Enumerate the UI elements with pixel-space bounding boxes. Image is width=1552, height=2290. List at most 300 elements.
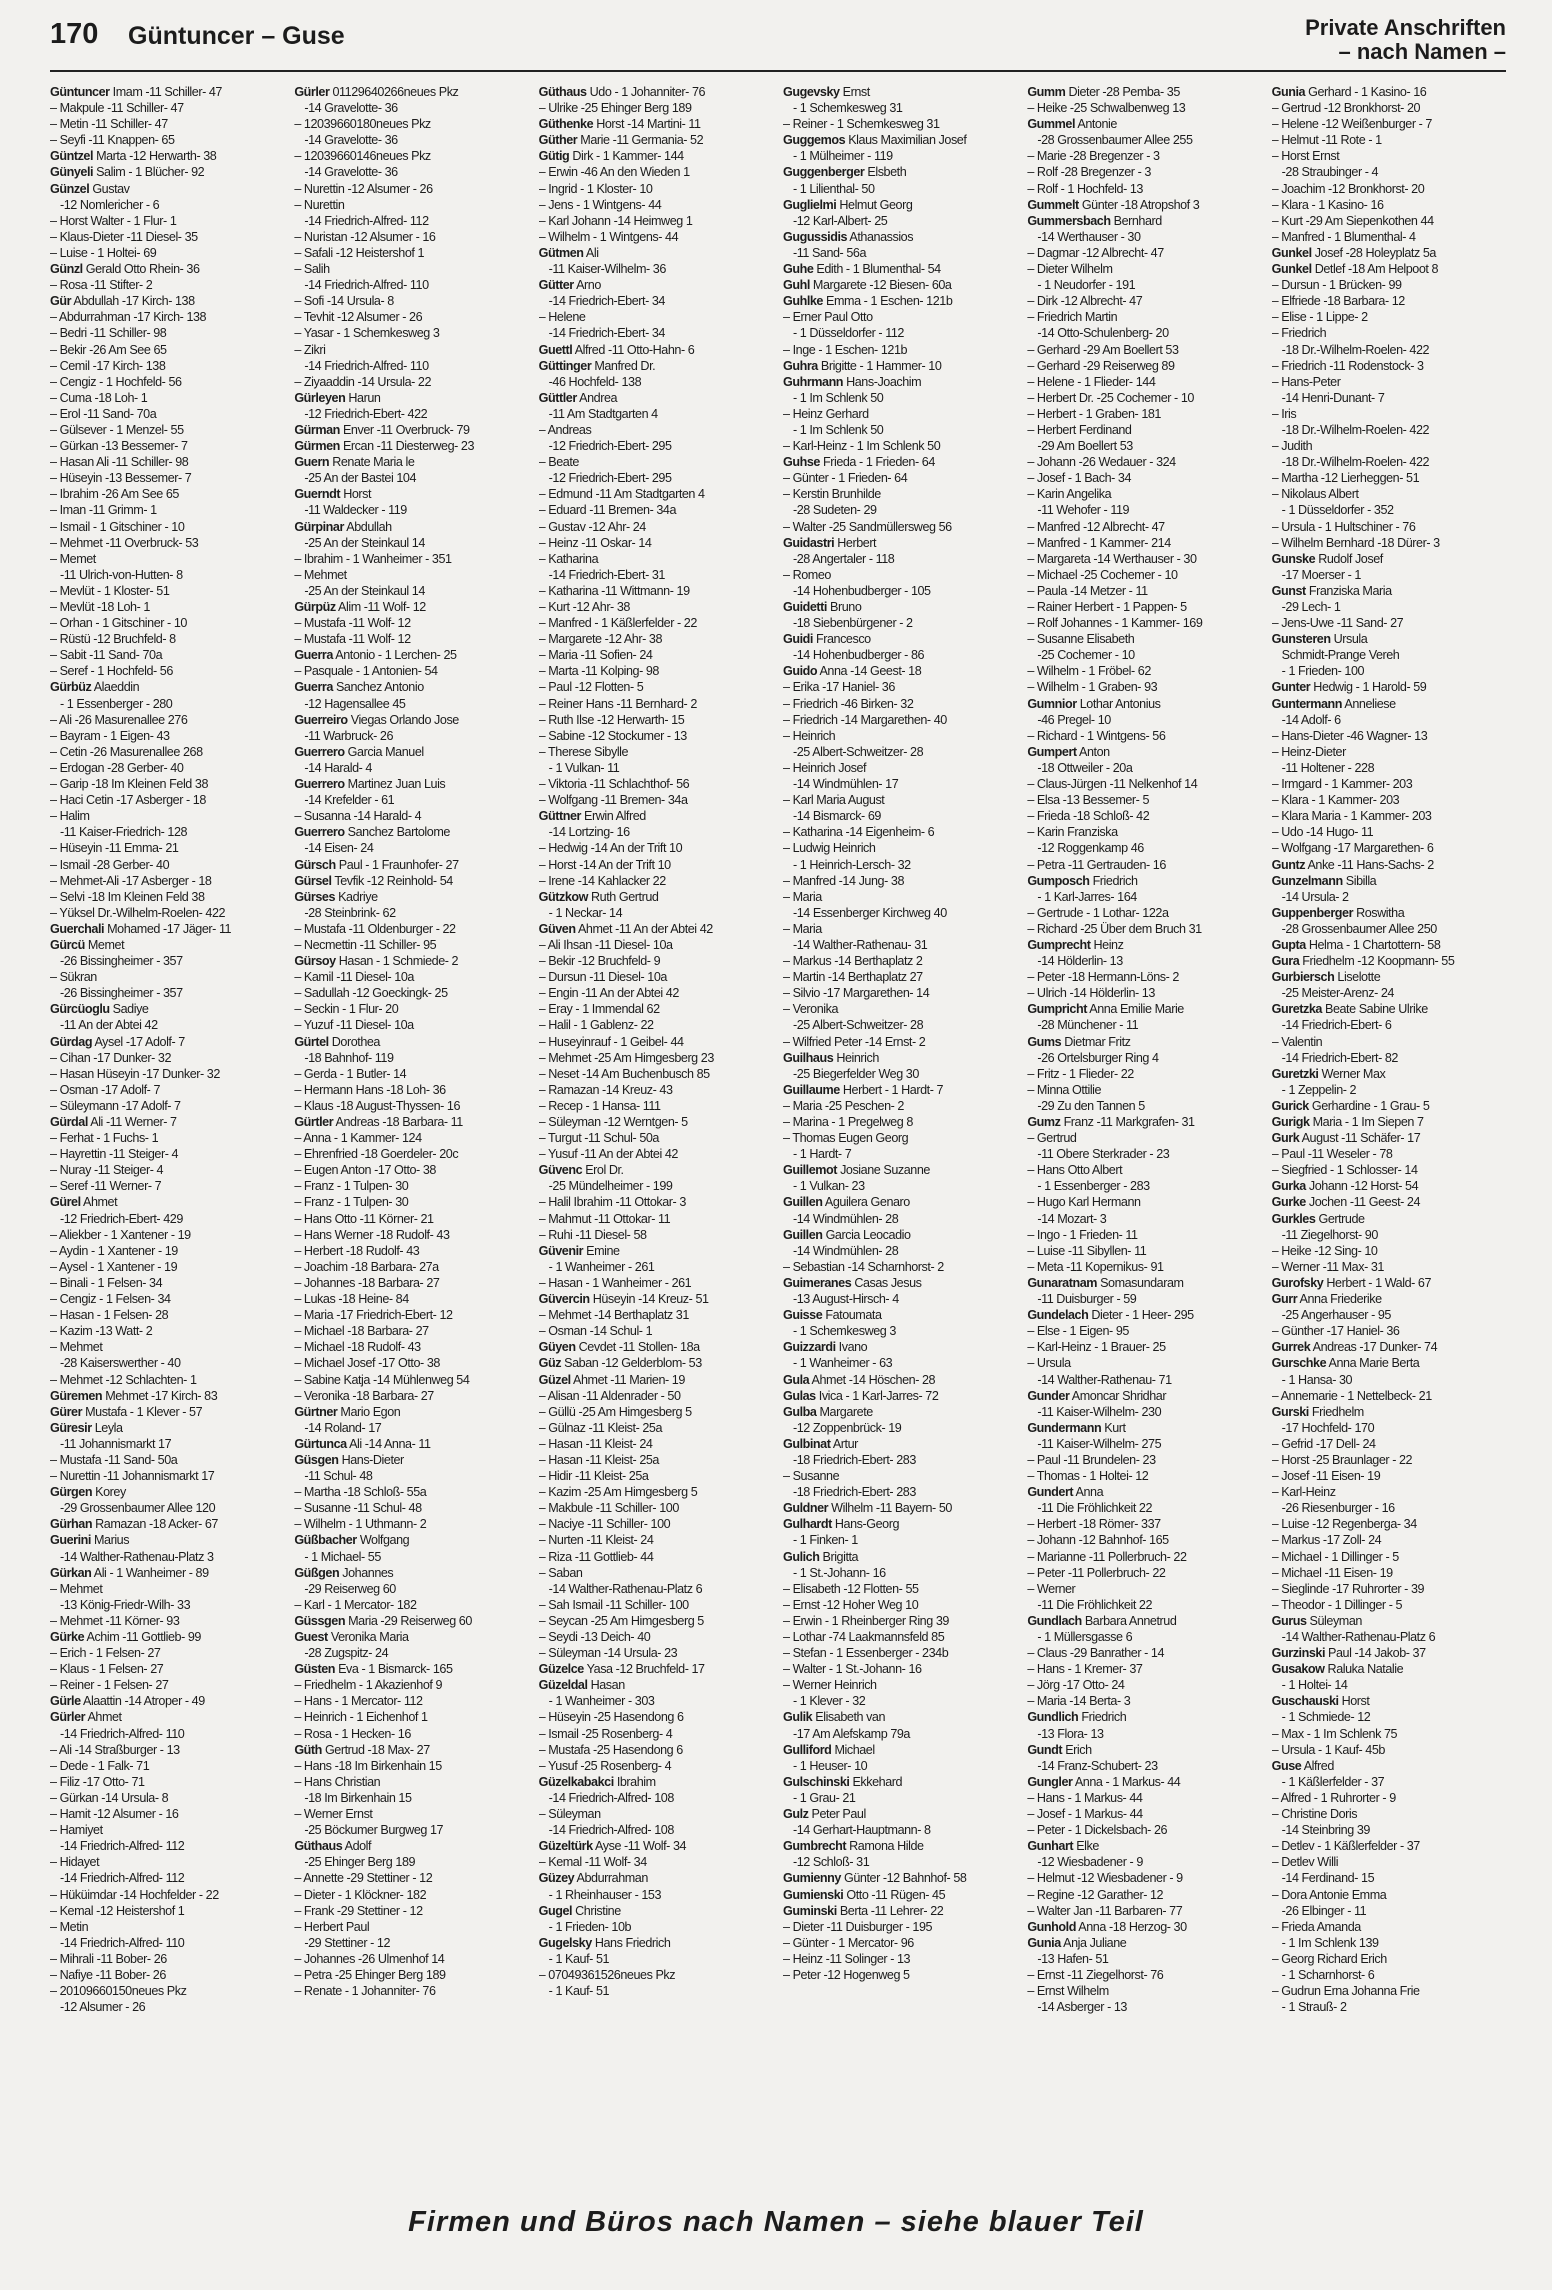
directory-entry: Gunzelmann Sibilla <box>1271 873 1377 888</box>
directory-entry: – Rolf Johannes - 1 Kammer- 169 <box>1027 616 1203 631</box>
directory-entry: – Erner Paul Otto <box>782 310 873 325</box>
directory-entry: Gürpinar Abdullah <box>294 519 392 534</box>
directory-entry: – Renate - 1 Johanniter- 76 <box>294 1984 436 1999</box>
directory-entry: -14 Essenberger Kirchweg 40 <box>792 905 947 920</box>
directory-entry: Gürbüz Alaeddin <box>50 680 140 695</box>
directory-entry: – Günter - 1 Frieden- 64 <box>782 471 908 486</box>
directory-entry: – Aliekber - 1 Xantener - 19 <box>50 1227 191 1242</box>
directory-entry: – Friedrich -11 Rodenstock- 3 <box>1271 358 1424 373</box>
directory-entry: – Hans-Dieter -46 Wagner- 13 <box>1271 728 1428 743</box>
directory-entry: Guerrero Garcia Manuel <box>294 744 424 759</box>
directory-entry: -11 Ziegelhorst- 90 <box>1281 1227 1378 1242</box>
directory-entry: -18 Bahnhof- 119 <box>304 1050 394 1065</box>
directory-entry: – Helene <box>538 310 586 325</box>
directory-entry: – Mahmut -11 Ottokar- 11 <box>538 1211 671 1226</box>
footer-note: Firmen und Büros nach Namen – siehe blauer Teil <box>408 2206 1144 2238</box>
directory-entry: – Süleyman -14 Ursula- 23 <box>538 1646 678 1661</box>
directory-entry: -14 Windmühlen- 17 <box>792 777 899 792</box>
directory-entry: – Klaus - 1 Felsen- 27 <box>50 1662 164 1677</box>
directory-entry: Gürman Enver -11 Overbruck- 79 <box>294 422 470 437</box>
directory-entry: Gundlach Barbara Annetrud <box>1027 1613 1177 1628</box>
directory-entry: – Cemil -17 Kirch- 138 <box>50 358 166 373</box>
directory-entry: Gumnior Lothar Antonius <box>1027 696 1161 711</box>
directory-entry: – Sah Ismail -11 Schiller- 100 <box>538 1597 689 1612</box>
directory-entry: – Ingo - 1 Frieden- 11 <box>1027 1227 1138 1242</box>
directory-entry: Guerreiro Viegas Orlando Jose <box>294 712 459 727</box>
directory-column <box>50 84 284 2174</box>
directory-entry: – Karin Angelika <box>1027 487 1112 502</box>
directory-entry: – Paul -11 Brundelen- 23 <box>1027 1452 1156 1467</box>
directory-entry: - 1 Essenberger - 283 <box>1037 1179 1150 1194</box>
directory-entry: – Katharina -14 Eigenheim- 6 <box>782 825 935 840</box>
directory-entry: – Jens-Uwe -11 Sand- 27 <box>1271 616 1404 631</box>
directory-entry: -11 Johannismarkt 17 <box>60 1436 172 1451</box>
directory-entry: – Frieda Amanda <box>1271 1919 1361 1934</box>
directory-entry: Güzeltürk Ayse -11 Wolf- 34 <box>538 1839 687 1854</box>
directory-entry: – Mustafa -11 Sand- 50a <box>50 1452 178 1467</box>
directory-entry: – Makbule -11 Schiller- 100 <box>538 1501 679 1516</box>
directory-entry: – Therese Sibylle <box>538 744 629 759</box>
directory-entry: -12 Karl-Albert- 25 <box>792 213 888 228</box>
directory-entry: – Ulrike -25 Ehinger Berg 189 <box>538 101 692 116</box>
directory-entry: -14 Friedrich-Alfred- 108 <box>548 1823 674 1838</box>
directory-entry: – Mehmet -11 Körner- 93 <box>50 1613 180 1628</box>
directory-entry: -26 Bissingheimer - 357 <box>60 986 183 1001</box>
directory-entry: – Gürkan -13 Bessemer- 7 <box>50 439 188 454</box>
directory-entry: – Hidayet <box>50 1855 100 1870</box>
directory-entry: – Rolf - 1 Hochfeld- 13 <box>1027 181 1143 196</box>
directory-entry: – Jens - 1 Wintgens- 44 <box>538 197 662 212</box>
directory-entry: – Nuristan -12 Alsumer - 16 <box>294 229 436 244</box>
directory-entry: Gundelach Dieter - 1 Heer- 295 <box>1027 1308 1194 1323</box>
directory-entry: -11 Die Fröhlichkeit 22 <box>1037 1597 1153 1612</box>
directory-entry: – Aysel - 1 Xantener - 19 <box>50 1259 178 1274</box>
directory-entry: -28 Grossenbaumer Allee 250 <box>1281 921 1437 936</box>
page-number: 170 <box>50 18 99 50</box>
directory-entry: – Süleymann -17 Adolf- 7 <box>50 1098 181 1113</box>
directory-entry: Guidi Francesco <box>782 632 871 647</box>
directory-entry: Guhe Edith - 1 Blumenthal- 54 <box>782 262 941 277</box>
directory-entry: – Kazim -13 Watt- 2 <box>50 1324 153 1339</box>
directory-entry: -14 Henri-Dunant- 7 <box>1281 390 1385 405</box>
directory-entry: – Halil Ibrahim -11 Ottokar- 3 <box>538 1195 686 1210</box>
directory-entry: – Herbert Ferdinand <box>1027 422 1132 437</box>
directory-entry: – Reiner Hans -11 Bernhard- 2 <box>538 696 697 711</box>
directory-entry: – Karl Johann -14 Heimweg 1 <box>538 213 693 228</box>
directory-entry: – Susanne <box>782 1469 840 1484</box>
directory-entry: – Bayram - 1 Eigen- 43 <box>50 728 170 743</box>
directory-entry: – Martha -18 Schloß- 55a <box>294 1485 427 1500</box>
directory-entry: – Mustafa -11 Wolf- 12 <box>294 616 411 631</box>
directory-entry: -14 Friedrich-Alfred- 110 <box>304 278 429 293</box>
directory-entry: – Ruhi -11 Diesel- 58 <box>538 1227 647 1242</box>
directory-entry: -11 Am Stadtgarten 4 <box>548 406 658 421</box>
directory-entry: – Ismail -25 Rosenberg- 4 <box>538 1726 673 1741</box>
directory-entry: – Rosa -11 Stifter- 2 <box>50 278 153 293</box>
directory-entry: – Else - 1 Eigen- 95 <box>1027 1324 1129 1339</box>
directory-entry: Gurschke Anna Marie Berta <box>1271 1356 1420 1371</box>
directory-entry: – Helmut -11 Rote - 1 <box>1271 133 1382 148</box>
directory-entry: - 1 Vulkan- 11 <box>548 760 620 775</box>
directory-entry: Gürcü Memet <box>50 937 125 952</box>
directory-entry: – Heinz -11 Oskar- 14 <box>538 535 652 550</box>
directory-entry: – Recep - 1 Hansa- 111 <box>538 1098 661 1113</box>
directory-entry: – Josef - 1 Bach- 34 <box>1027 471 1132 486</box>
directory-entry: – Mehmet -12 Schlachten- 1 <box>50 1372 197 1387</box>
directory-entry: – Gerda - 1 Butler- 14 <box>294 1066 407 1081</box>
directory-entry: Gurigk Maria - 1 Im Siepen 7 <box>1271 1115 1424 1129</box>
directory-entry: Gummersbach Bernhard <box>1027 213 1162 228</box>
directory-entry: -14 Windmühlen- 28 <box>792 1243 899 1258</box>
directory-entry: - 1 Käßlerfelder - 37 <box>1281 1774 1385 1789</box>
directory-entry: - 1 Im Schlenk 50 <box>792 390 884 405</box>
directory-entry: – Michael -18 Rudolf- 43 <box>294 1340 421 1355</box>
directory-column <box>1027 84 1261 2174</box>
directory-entry: – Rainer Herbert - 1 Pappen- 5 <box>1027 600 1187 614</box>
directory-entry: – Heinrich - 1 Eichenhof 1 <box>294 1710 428 1725</box>
directory-entry: -14 Adolf- 6 <box>1281 712 1341 727</box>
directory-entry: -14 Gravelotte- 36 <box>304 133 398 148</box>
directory-entry: – Hüseyin -13 Bessemer- 7 <box>50 471 192 486</box>
directory-entry: -11 Kaiser-Wilhelm- 36 <box>548 262 666 277</box>
directory-entry: – Erdogan -28 Gerber- 40 <box>50 760 184 775</box>
directory-entry: – Detlev - 1 Käßlerfelder - 37 <box>1271 1839 1420 1854</box>
directory-entry: – Reiner - 1 Felsen- 27 <box>50 1678 169 1693</box>
directory-entry: Gurk August -11 Schäfer- 17 <box>1271 1131 1421 1146</box>
directory-entry: – Marta -11 Kolping- 98 <box>538 664 659 679</box>
directory-entry: – Heinrich <box>782 728 836 743</box>
directory-entry: – Günter - 1 Mercator- 96 <box>782 1935 914 1950</box>
directory-entry: -25 Meister-Arenz- 24 <box>1281 986 1394 1001</box>
directory-entry: – Haci Cetin -17 Asberger - 18 <box>50 793 206 808</box>
directory-entry: – Hamit -12 Alsumer - 16 <box>50 1807 179 1822</box>
directory-entry: -11 Ulrich-von-Hutten- 8 <box>60 567 183 582</box>
directory-entry: – Necmettin -11 Schiller- 95 <box>294 937 437 952</box>
directory-entry: - 1 Im Schlenk 50 <box>792 422 884 437</box>
directory-entry: – Nurten -11 Kleist- 24 <box>538 1533 654 1548</box>
directory-entry: -14 Friedrich-Ebert- 34 <box>548 326 665 341</box>
directory-entry: – Metin -11 Schiller- 47 <box>50 117 168 132</box>
directory-entry: -25 An der Bastei 104 <box>304 471 417 486</box>
directory-entry: – Hasan Ali -11 Schiller- 98 <box>50 455 189 470</box>
directory-entry: – Karl - 1 Mercator- 182 <box>294 1597 417 1612</box>
directory-entry: – Ursula - 1 Hultschiner - 76 <box>1271 519 1416 534</box>
directory-entry: -25 An der Steinkaul 14 <box>304 535 425 550</box>
directory-entry: – Hans-Peter <box>1271 374 1341 389</box>
directory-entry: -14 Friedrich-Alfred- 112 <box>304 213 429 228</box>
directory-entry: -28 Zugspitz- 24 <box>304 1646 389 1661</box>
directory-entry: -26 Ortelsburger Ring 4 <box>1037 1050 1159 1065</box>
directory-entry: – Wolfgang -17 Margarethen- 6 <box>1271 841 1434 856</box>
directory-entry: – Susanne Elisabeth <box>1027 632 1135 647</box>
directory-entry: – Katharina <box>538 551 599 566</box>
directory-entry: – Joachim -18 Barbara- 27a <box>294 1259 439 1274</box>
directory-entry: Gurzinski Paul -14 Jakob- 37 <box>1271 1646 1426 1661</box>
directory-entry: Guidetti Bruno <box>782 600 862 614</box>
directory-entry: Gürmen Ercan -11 Diesterweg- 23 <box>294 439 475 454</box>
directory-entry: – Hasan Hüseyin -17 Dunker- 32 <box>50 1066 220 1081</box>
directory-entry: -29 Zu den Tannen 5 <box>1037 1098 1145 1113</box>
directory-entry: - 1 Finken- 1 <box>792 1533 858 1548</box>
directory-entry: Guisse Fatoumata <box>782 1308 882 1323</box>
directory-entry: – Dagmar -12 Albrecht- 47 <box>1027 245 1164 260</box>
directory-entry: – Hugo Karl Hermann <box>1027 1195 1141 1210</box>
directory-entry: – Klaus-Dieter -11 Diesel- 35 <box>50 229 198 244</box>
directory-entry: -26 Bissingheimer - 357 <box>60 954 183 969</box>
directory-entry: -11 Duisburger - 59 <box>1037 1292 1137 1307</box>
directory-entry: – Helmut -12 Wiesbadener - 9 <box>1027 1871 1183 1886</box>
directory-entry: -14 Friedrich-Ebert- 82 <box>1281 1050 1398 1065</box>
directory-entry: – Fritz - 1 Flieder- 22 <box>1027 1066 1134 1081</box>
directory-entry: – Mustafa -25 Hasendong 6 <box>538 1742 683 1757</box>
directory-entry: – Ruth Ilse -12 Herwarth- 15 <box>538 712 685 727</box>
directory-entry: – Markus -17 Zoll- 24 <box>1271 1533 1382 1548</box>
directory-entry: – Klara Maria - 1 Kammer- 203 <box>1271 809 1432 824</box>
directory-entry: – Alisan -11 Aldenrader - 50 <box>538 1388 681 1403</box>
directory-entry: -14 Franz-Schubert- 23 <box>1037 1758 1158 1773</box>
directory-entry: Güzeldal Hasan <box>538 1678 625 1693</box>
directory-entry: – Markus -14 Berthaplatz 2 <box>782 954 923 969</box>
directory-entry: Guldner Wilhelm -11 Bayern- 50 <box>782 1501 952 1516</box>
directory-entry: Gurick Gerhardine - 1 Grau- 5 <box>1271 1098 1430 1113</box>
directory-entry: -28 Straubinger - 4 <box>1281 165 1379 180</box>
directory-entry: – Werner Ernst <box>294 1807 373 1822</box>
directory-entry: -26 Elbinger - 11 <box>1281 1903 1367 1918</box>
directory-entry: -12 Alsumer - 26 <box>60 2000 146 2015</box>
directory-entry: – Friedrich -46 Birken- 32 <box>782 696 914 711</box>
directory-entry: – Ludwig Heinrich <box>782 841 876 856</box>
directory-entry: – Eugen Anton -17 Otto- 38 <box>294 1163 436 1178</box>
directory-entry: Gürsch Paul - 1 Fraunhofer- 27 <box>294 857 459 872</box>
directory-entry: – Anna - 1 Kammer- 124 <box>294 1131 422 1146</box>
directory-entry: -14 Gerhart-Hauptmann- 8 <box>792 1823 931 1838</box>
directory-entry: – Erol -11 Sand- 70a <box>50 406 157 421</box>
directory-entry: Gunder Amoncar Shridhar <box>1027 1388 1167 1403</box>
directory-entry: Gürtler Andreas -18 Barbara- 11 <box>294 1115 463 1129</box>
directory-entry: Güthenke Horst -14 Martini- 11 <box>538 117 701 132</box>
directory-entry: Guizzardi Ivano <box>782 1340 868 1355</box>
directory-entry: – Dieter -11 Duisburger - 195 <box>782 1919 933 1934</box>
directory-entry: Gürleyen Harun <box>294 390 381 405</box>
directory-entry: Güsgen Hans-Dieter <box>294 1452 404 1467</box>
directory-entry: -11 Kaiser-Friedrich- 128 <box>60 825 188 840</box>
directory-entry: – Josef - 1 Markus- 44 <box>1027 1807 1143 1822</box>
directory-entry: Guerchali Mohamed -17 Jäger- 11 <box>50 921 232 936</box>
directory-entry: – Richard - 1 Wintgens- 56 <box>1027 728 1166 743</box>
directory-entry: Guimeranes Casas Jesus <box>782 1275 922 1290</box>
directory-entry: Gurski Friedhelm <box>1271 1404 1364 1419</box>
directory-entry: – Ernst -12 Hoher Weg 10 <box>782 1597 919 1612</box>
directory-entry: – Mustafa -11 Oldenburger - 22 <box>294 921 456 936</box>
directory-entry: Gürler Ahmet <box>50 1710 122 1725</box>
directory-entry: Guggemos Klaus Maximilian Josef <box>782 133 967 148</box>
directory-entry: Guerrero Sanchez Bartolome <box>294 825 450 840</box>
directory-entry: – Frank -29 Stettiner - 12 <box>294 1903 423 1918</box>
directory-entry: – Elfriede -18 Barbara- 12 <box>1271 294 1405 309</box>
directory-entry: – Silvio -17 Margarethen- 14 <box>782 986 930 1001</box>
directory-entry: Gunkel Detlef -18 Am Helpoot 8 <box>1271 262 1439 277</box>
directory-entry: – Veronika -18 Barbara- 27 <box>294 1388 434 1403</box>
directory-entry: – Herbert - 1 Graben- 181 <box>1027 406 1161 421</box>
directory-entry: – Osman -14 Schul- 1 <box>538 1324 653 1339</box>
directory-entry: – Gertrude - 1 Lothar- 122a <box>1027 905 1169 920</box>
directory-entry: – Erwin - 1 Rheinberger Ring 39 <box>782 1613 949 1628</box>
directory-entry: – Güllü -25 Am Himgesberg 5 <box>538 1404 692 1419</box>
directory-entry: – Mevlüt -18 Loh- 1 <box>50 600 150 614</box>
directory-entry: – Luise - 1 Holtei- 69 <box>50 245 157 260</box>
directory-entry: – Maria -11 Sofien- 24 <box>538 648 653 663</box>
directory-entry: - 1 Mülheimer - 119 <box>792 149 893 164</box>
directory-entry: – Bekir -26 Am See 65 <box>50 342 167 357</box>
directory-entry: Guse Alfred <box>1271 1758 1334 1773</box>
directory-entry: – Mihrali -11 Bober- 26 <box>50 1951 167 1966</box>
directory-entry: Schmidt-Prange Vereh <box>1281 648 1400 663</box>
directory-entry: – Heike -12 Sing- 10 <box>1271 1243 1378 1258</box>
directory-entry: -12 Nomlericher - 6 <box>60 197 160 212</box>
directory-entry: – Wilhelm - 1 Fröbel- 62 <box>1027 664 1151 679</box>
directory-entry: – Margarete -12 Ahr- 38 <box>538 632 663 647</box>
directory-entry: – 12039660180neues Pkz <box>294 117 431 132</box>
directory-entry: Güntuncer Imam -11 Schiller- 47 <box>50 85 222 99</box>
directory-entry: -11 Kaiser-Wilhelm- 230 <box>1037 1404 1162 1419</box>
directory-entry: – Luise -11 Sibyllen- 11 <box>1027 1243 1147 1258</box>
directory-entry: - 1 Rheinhauser - 153 <box>548 1887 662 1902</box>
directory-entry: – Dirk -12 Albrecht- 47 <box>1027 294 1143 309</box>
directory-entry: Güz Saban -12 Gelderblom- 53 <box>538 1356 702 1371</box>
directory-entry: – Filiz -17 Otto- 71 <box>50 1774 145 1789</box>
directory-entry: Guillen Aguilera Genaro <box>782 1195 910 1210</box>
directory-entry: – Werner Heinrich <box>782 1678 877 1693</box>
directory-entry: Gunaratnam Somasundaram <box>1027 1275 1184 1290</box>
directory-entry: – Frieda -18 Schloß- 42 <box>1027 809 1150 824</box>
directory-entry: Guhse Frieda - 1 Frieden- 64 <box>782 455 935 470</box>
directory-entry: -14 Ursula- 2 <box>1281 889 1349 904</box>
directory-entry: Gürtel Dorothea <box>294 1034 380 1049</box>
directory-entry: – Ingrid - 1 Kloster- 10 <box>538 181 653 196</box>
directory-entry: -18 Ottweiler - 20a <box>1037 760 1133 775</box>
directory-entry: – Dora Antonie Emma <box>1271 1887 1387 1902</box>
directory-entry: – Selvi -18 Im Kleinen Feld 38 <box>50 889 205 904</box>
directory-entry: Guilhaus Heinrich <box>782 1050 879 1065</box>
directory-entry: -14 Walther-Rathenau-Platz 6 <box>1281 1630 1436 1644</box>
directory-entry: -28 Kaiserswerther - 40 <box>60 1356 181 1371</box>
directory-entry: -12 Friedrich-Ebert- 422 <box>304 406 428 421</box>
directory-entry: – Cengiz - 1 Felsen- 34 <box>50 1292 171 1307</box>
directory-entry: – Heinz Gerhard <box>782 406 869 421</box>
directory-entry: – Wilfried Peter -14 Ernst- 2 <box>782 1034 926 1049</box>
directory-entry: Gürsel Tevfik -12 Reinhold- 54 <box>294 873 453 888</box>
directory-entry: – Paula -14 Metzer - 11 <box>1027 583 1148 598</box>
directory-entry: Gürpüz Alim -11 Wolf- 12 <box>294 600 426 614</box>
directory-entry: – Hasan -11 Kleist- 24 <box>538 1436 653 1451</box>
directory-entry: -12 Roggenkamp 46 <box>1037 841 1144 856</box>
directory-entry: – Yasar - 1 Schemkesweg 3 <box>294 326 440 341</box>
directory-entry: – Maria -14 Berta- 3 <box>1027 1694 1131 1709</box>
directory-entry: - 1 Grau- 21 <box>792 1790 856 1805</box>
directory-entry: – Maria -25 Peschen- 2 <box>782 1098 904 1113</box>
directory-entry: Gürel Ahmet <box>50 1195 118 1210</box>
directory-entry: – Meta -11 Kopernikus- 91 <box>1027 1259 1164 1274</box>
directory-entry: – Süleyman -12 Werntgen- 5 <box>538 1115 688 1129</box>
directory-entry: – Michael Josef -17 Otto- 38 <box>294 1356 440 1371</box>
directory-entry: Gürcüoglu Sadiye <box>50 1002 149 1017</box>
directory-entry: – Claus -29 Banrather - 14 <box>1027 1646 1165 1661</box>
directory-entry: – Seydi -13 Deich- 40 <box>538 1630 651 1644</box>
directory-entry: – Ehrenfried -18 Goerdeler- 20c <box>294 1147 459 1162</box>
directory-entry: – Mehmet -25 Am Himgesberg 23 <box>538 1050 714 1065</box>
directory-entry: – Paul -12 Flotten- 5 <box>538 680 644 695</box>
directory-entry: – Ismail -28 Gerber- 40 <box>50 857 170 872</box>
directory-entry: Gunsteren Ursula <box>1271 632 1368 647</box>
directory-entry: -17 Hochfeld- 170 <box>1281 1420 1375 1435</box>
directory-entry: Gürdag Aysel -17 Adolf- 7 <box>50 1034 185 1049</box>
directory-entry: – Thomas Eugen Georg <box>782 1131 909 1146</box>
directory-entry: – Karl-Heinz <box>1271 1485 1336 1500</box>
directory-entry: – Manfred - 1 Blumenthal- 4 <box>1271 229 1416 244</box>
directory-entry: – Thomas - 1 Holtei- 12 <box>1027 1469 1149 1484</box>
directory-entry: - 1 Heinrich-Lersch- 32 <box>792 857 911 872</box>
directory-entry: Gulhardt Hans-Georg <box>782 1517 900 1532</box>
directory-entry: – Nurettin -12 Alsumer - 26 <box>294 181 433 196</box>
directory-entry: Guschauski Horst <box>1271 1694 1370 1709</box>
directory-entry: -14 Ferdinand- 15 <box>1281 1871 1375 1886</box>
directory-entry: – Rüstü -12 Bruchfeld- 8 <box>50 632 176 647</box>
directory-entry: – Ulrich -14 Hölderlin- 13 <box>1027 986 1155 1001</box>
directory-entry: -13 Hafen- 51 <box>1037 1951 1109 1966</box>
directory-entry: – Binali - 1 Felsen- 34 <box>50 1275 163 1290</box>
directory-entry: Gürkan Ali - 1 Wanheimer - 89 <box>50 1565 209 1580</box>
directory-entry: Gürler 01129640266neues Pkz <box>294 85 459 99</box>
directory-entry: – Eray - 1 Immendal 62 <box>538 1002 660 1017</box>
directory-entry: – Riza -11 Gottlieb- 44 <box>538 1549 654 1564</box>
directory-entry: -17 Am Alefskamp 79a <box>792 1726 910 1741</box>
directory-entry: - 1 Klever - 32 <box>792 1694 866 1709</box>
directory-entry: Güther Marie -11 Germania- 52 <box>538 133 704 148</box>
directory-entry: – Heinz-Dieter <box>1271 744 1346 759</box>
directory-entry: – Annette -29 Stettiner - 12 <box>294 1871 433 1886</box>
directory-entry: Gumposch Friedrich <box>1027 873 1138 888</box>
directory-entry: Güssgen Maria -29 Reiserweg 60 <box>294 1613 472 1628</box>
directory-entry: – Michael -25 Cochemer - 10 <box>1027 567 1178 582</box>
directory-entry: – Minna Ottilie <box>1027 1082 1102 1097</box>
directory-entry: – Hans Christian <box>294 1774 381 1789</box>
directory-entry: -25 Biegerfelder Weg 30 <box>792 1066 919 1081</box>
directory-entry: -14 Hohenbudberger - 105 <box>792 583 931 598</box>
directory-entry: – Wilhelm - 1 Graben- 93 <box>1027 680 1158 695</box>
directory-entry: – Heinrich Josef <box>782 760 867 775</box>
directory-entry: -25 Mündelheimer - 199 <box>548 1179 673 1194</box>
directory-entry: – Max - 1 Im Schlenk 75 <box>1271 1726 1398 1741</box>
directory-entry: -11 Waldecker - 119 <box>304 503 407 518</box>
directory-entry: Güßgen Johannes <box>294 1565 394 1580</box>
directory-entry: -12 Wiesbadener - 9 <box>1037 1855 1143 1870</box>
directory-entry: – Johannes -18 Barbara- 27 <box>294 1275 440 1290</box>
directory-entry: – Friedrich <box>1271 326 1327 341</box>
directory-entry: – Yüksel Dr.-Wilhelm-Roelen- 422 <box>50 905 226 920</box>
directory-entry: - 1 Im Schlenk 139 <box>1281 1935 1379 1950</box>
directory-entry: Gumienski Otto -11 Rügen- 45 <box>782 1887 946 1902</box>
directory-entry: - 1 Neckar- 14 <box>548 905 623 920</box>
directory-entry: Guhlke Emma - 1 Eschen- 121b <box>782 294 953 309</box>
directory-entry: Gugel Christine <box>538 1903 621 1918</box>
directory-entry: – Seyfi -11 Knappen- 65 <box>50 133 175 148</box>
directory-entry: – Yusuf -11 An der Abtei 42 <box>538 1147 678 1162</box>
directory-entry: – Ismail - 1 Gitschiner - 10 <box>50 519 185 534</box>
directory-entry: – Margareta -14 Werthauser - 30 <box>1027 551 1197 566</box>
directory-entry: -18 Dr.-Wilhelm-Roelen- 422 <box>1281 455 1430 470</box>
directory-entry: – Romeo <box>782 567 831 582</box>
directory-entry: – Nurettin <box>294 197 345 212</box>
